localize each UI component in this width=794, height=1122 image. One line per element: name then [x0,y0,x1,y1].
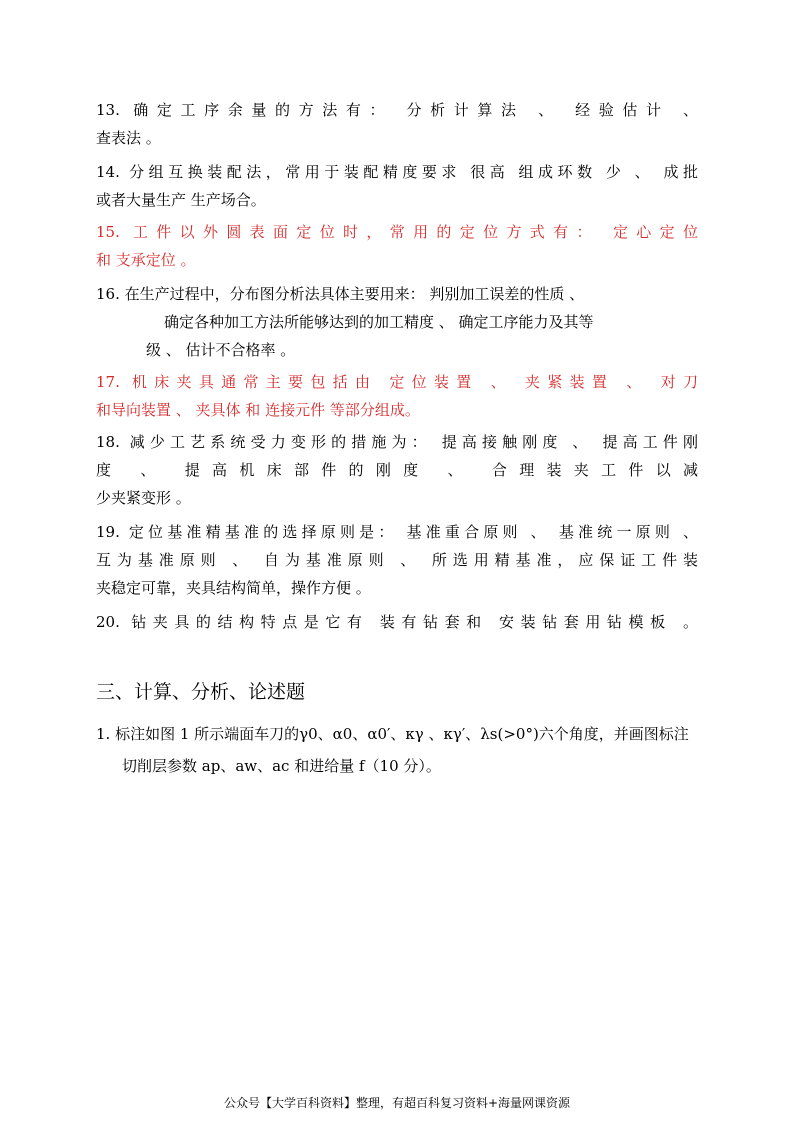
q18-line-2: 度 、 提高机床部件的刚度 、 合理装夹工件以减 [96,461,698,479]
question-16 [96,280,698,364]
q14-line-2: 或者大量生产 生产场合。 [96,191,266,209]
question-17 [96,368,698,424]
q18-line-3: 少夹紧变形 。 [96,489,191,507]
q13-line-1: 13. 确定工序余量的方法有： 分析计算法 、 经验估计 、 [96,101,698,119]
question-18 [96,428,698,512]
q18-line-1: 18. 减少工艺系统受力变形的措施为： 提高接触刚度 、 提高工件刚 [96,433,698,451]
q15-line-2: 和 支承定位 。 [96,251,196,269]
q19-line-1: 19. 定位基准精基准的选择原则是： 基准重合原则 、 基准统一原则 、 [96,523,698,541]
page-footer: 公众号【大学百科资料】整理，有超百科复习资料+海量网课资源 [223,1096,571,1110]
question-19 [96,518,698,602]
q16-line-2: 确定各种加工方法所能够达到的加工精度 、 确定工序能力及其等 [164,313,594,331]
calc-question-line-1: 1. 标注如图 1 所示端面车刀的γ0、α0、α0′、κγ 、κγ′、λs(>0°)六个角度，并画图标注 [96,725,689,743]
calc-question-1 [96,718,698,782]
q13-line-2: 查表法 。 [96,129,161,147]
q17-line-2: 和导向装置 、 夹具体 和 连接元件 等部分组成。 [96,401,420,419]
q15-line-1: 15. 工件以外圆表面定位时，常用的定位方式有： 定心定位 [96,223,698,241]
question-13 [96,96,698,152]
section-title: 三、计算、分析、论述题 [96,681,306,703]
q16-line-1: 16. 在生产过程中，分布图分析法具体主要用来： 判别加工误差的性质 、 [96,285,585,303]
q19-line-2: 互为基准原则 、 自为基准原则 、 所选用精基准，应保证工件装 [96,551,698,569]
q14-line-1: 14. 分组互换装配法，常用于装配精度要求 很高 组成环数 少 、 成批 [96,163,698,181]
q16-line-3: 级 、 估计不合格率 。 [146,341,296,359]
question-20 [96,608,698,636]
q19-line-3: 夹稳定可靠，夹具结构简单，操作方便 。 [96,579,371,597]
q20-line-1: 20. 钻夹具的结构特点是它有 装有钻套和 安装钻套用钻模板 。 [96,613,698,631]
calc-question-line-2: 切削层参数 ap、aw、ac 和进给量 f（10 分）。 [122,757,441,775]
question-14 [96,158,698,214]
question-15 [96,218,698,274]
q17-line-1: 17. 机床夹具通常主要包括由 定位装置 、 夹紧装置 、 对刀 [96,373,698,391]
